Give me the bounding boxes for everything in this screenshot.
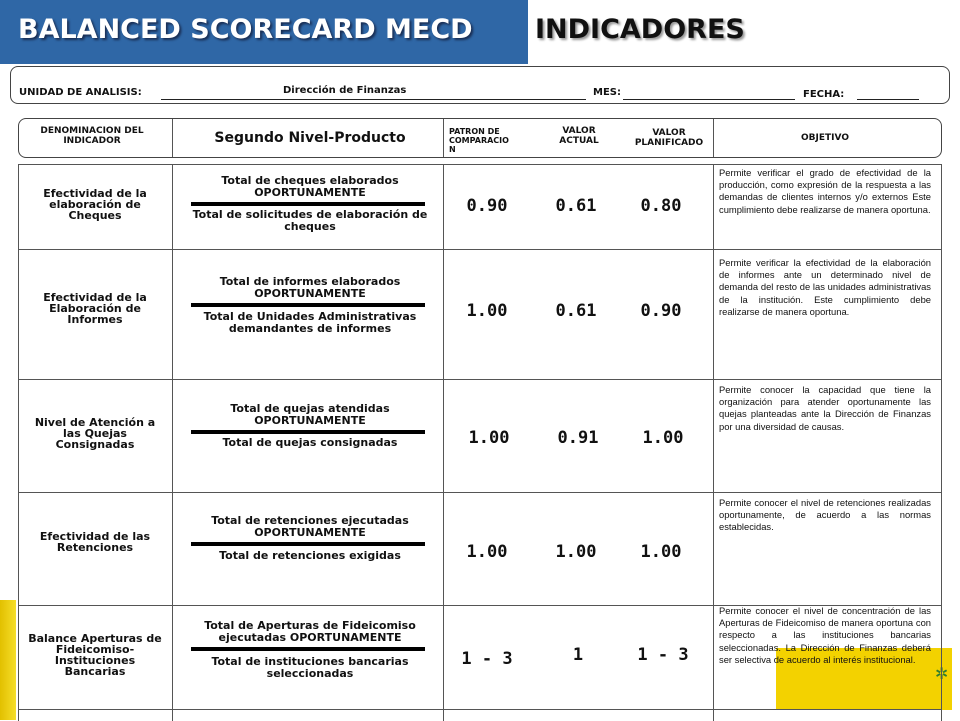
page-subtitle: INDICADORES [535,14,745,45]
indicator-denominator: Total de instituciones bancarias seleccionadas [211,655,409,680]
indicator-numerator: Total de informes elaborados OPORTUNAMENTE [219,275,401,300]
indicator-denominator: Total de solicitudes de elaboración de cheques [192,208,428,233]
patron-value: 1.00 [466,301,508,321]
indicator-name: Efectividad de la elaboración de Cheques [43,187,147,222]
mes-label: MES: [593,87,621,98]
actual-value: 1 [572,645,584,665]
indicator-denominator: Total de quejas consignadas [222,436,398,449]
header-planificado: VALOR PLANIFICADO [634,128,704,148]
table-row [19,249,941,380]
indicator-numerator: Total de cheques elaborados OPORTUNAMENTE [221,174,399,199]
header-patron: PATRON DE COMPARACIO N [449,127,509,154]
patron-value: 0.90 [466,196,508,216]
indicator-numerator: Total de quejas atendidas OPORTUNAMENTE [230,402,390,427]
planificado-value: 1.00 [642,428,684,448]
fraction-bar [191,542,425,546]
planificado-value: 1 - 3 [637,645,689,665]
unidad-underline [161,99,586,100]
unidad-label: UNIDAD DE ANALISIS: [19,87,142,98]
patron-value: 1.00 [468,428,510,448]
actual-value: 1.00 [555,542,597,562]
table-row [19,379,941,493]
header-objetivo: OBJETIVO [801,133,849,143]
page-title: BALANCED SCORECARD MECD [18,14,473,45]
indicators-table [18,164,942,721]
planificado-value: 1.00 [640,542,682,562]
header-nivel: Segundo Nivel-Producto [214,130,406,146]
objetivo-text: Permite verificar la efectividad de la elaboración de informes ante un determinado nivel de demanda del resto de las unidades administrativas de la institución. Este cumplimiento debe realizarse de manera oportuna. [719,257,931,317]
fraction-bar [191,647,425,651]
patron-value: 1 - 3 [461,649,513,669]
header-actual: VALOR ACTUAL [559,126,599,146]
indicator-name: Nivel de Atención a las Quejas Consignadas [34,416,156,451]
analysis-info-box [10,66,950,104]
actual-value: 0.61 [555,301,597,321]
fraction-bar [191,303,425,307]
patron-value: 1.00 [466,542,508,562]
header-divider [713,119,714,157]
fraction-bar [191,430,425,434]
planificado-value: 0.80 [640,196,682,216]
actual-value: 0.91 [557,428,599,448]
indicator-denominator: Total de Unidades Administrativas demandantes de informes [203,310,417,335]
indicator-denominator: Total de retenciones exigidas [219,549,401,562]
indicator-name: Efectividad de la Elaboración de Informes [43,291,147,326]
objetivo-text: Permite conocer el nivel de concentración de las Aperturas de Fideicomiso de manera oportuna con respecto a las instituciones bancarias seleccionadas. La Dirección de Finanzas deberá ser selectiva de acuerdo al interés institucional. [719,605,931,665]
header-denominacion: DENOMINACION DEL INDICADOR [40,126,144,146]
objetivo-text: Permite conocer la capacidad que tiene la organización para atender oportunamente las quejas planteadas ante la Dirección de Finanzas por una diversidad de causas. [719,384,931,432]
objetivo-text: Permite conocer el nivel de retenciones realizadas oportunamente, de acuerdo a las normas establecidas. [719,497,931,533]
table-row [19,492,941,606]
table-row [19,165,941,250]
actual-value: 0.61 [555,196,597,216]
corner-logo-icon: ✲ [935,664,949,683]
table-row [19,605,941,710]
fraction-bar [191,202,425,206]
indicator-numerator: Total de Aperturas de Fideicomiso ejecutadas OPORTUNAMENTE [204,619,416,644]
mes-underline [623,99,795,100]
fecha-underline [857,99,919,100]
indicator-name: Efectividad de las Retenciones [39,530,151,554]
indicator-numerator: Total de retenciones ejecutadas OPORTUNAMENTE [211,514,409,539]
header-divider [443,119,444,157]
objetivo-text: Permite verificar el grado de efectividad de la producción, como expresión de la respuesta a las demandas de clientes internos y/o externos Este cumplimiento debe realizarse de manera oportuna. [719,167,931,215]
planificado-value: 0.90 [640,301,682,321]
fecha-label: FECHA: [803,89,845,100]
header-divider [172,119,173,157]
unidad-value: Dirección de Finanzas [283,85,407,96]
decorative-stripe [0,600,16,720]
table-header [18,118,942,158]
indicator-name: Balance Aperturas de Fideicomiso-Instituciones Bancarias [28,632,162,678]
